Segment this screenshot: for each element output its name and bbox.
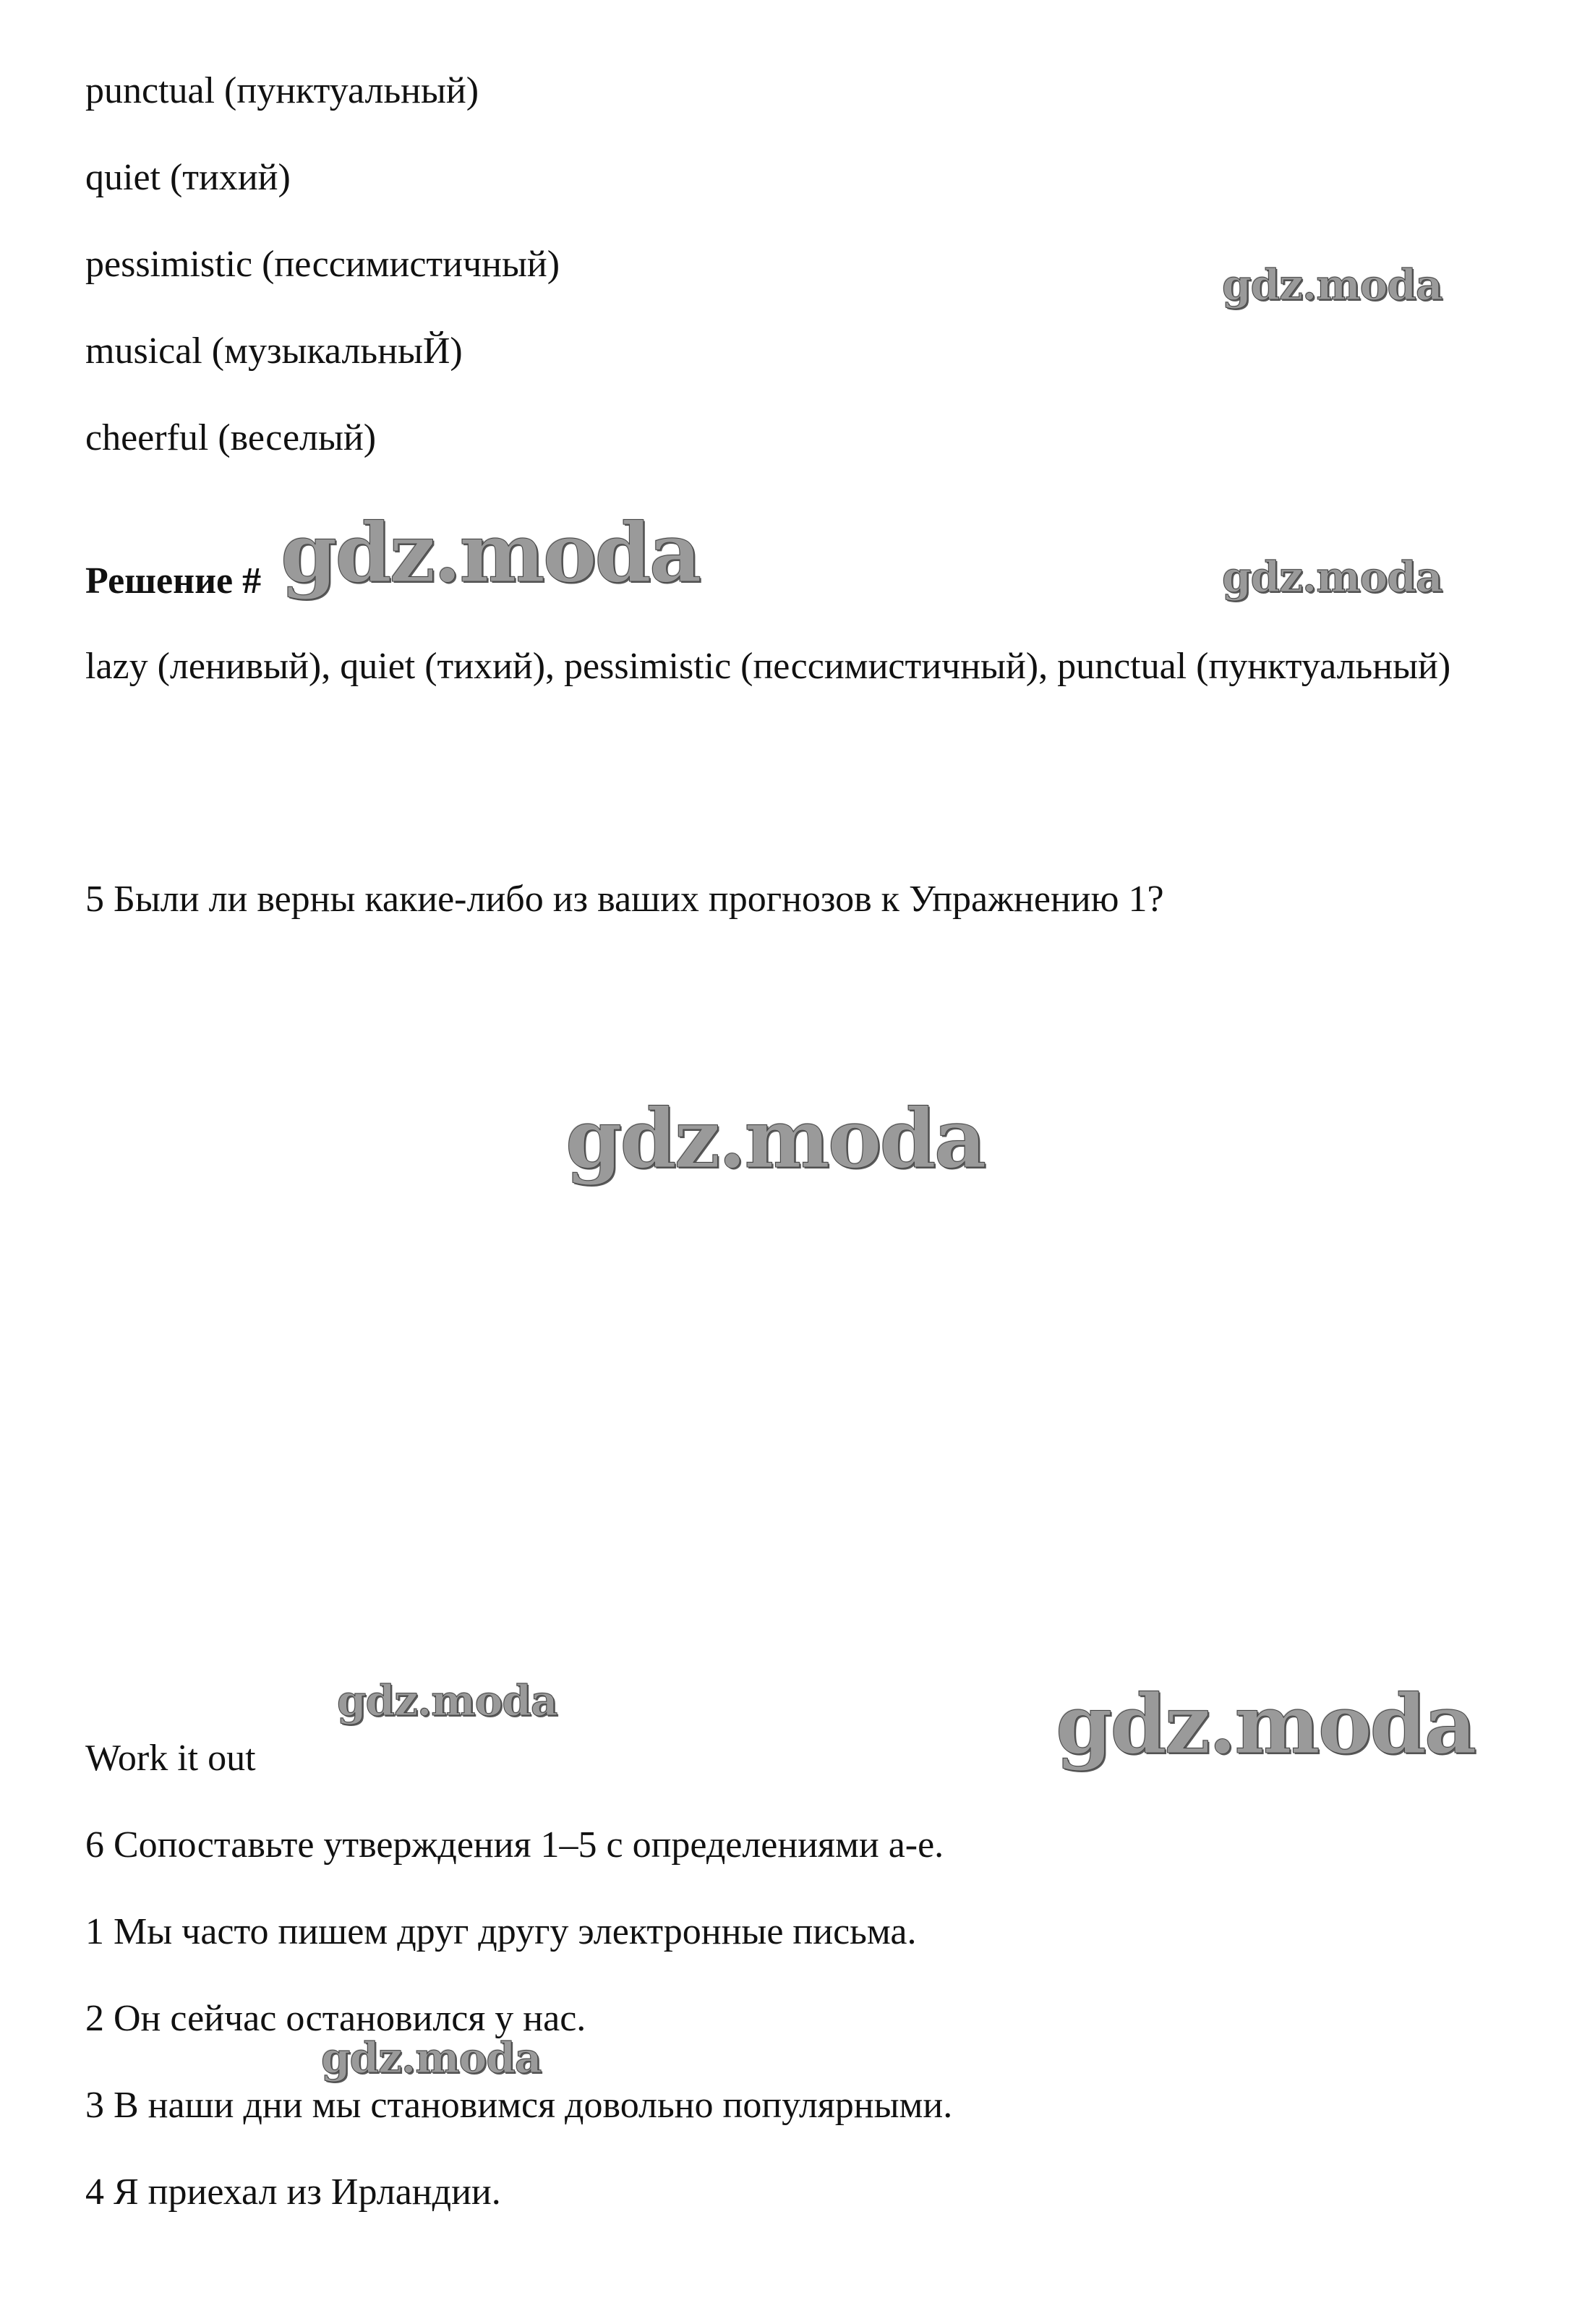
watermark-logo: gdz.moda — [321, 2033, 542, 2082]
vocab-item-quiet: quiet (тихий) — [85, 157, 291, 198]
vocab-item-cheerful: cheerful (веселый) — [85, 417, 377, 458]
statement-4: 4 Я приехал из Ирландии. — [85, 2171, 501, 2213]
vocab-item-punctual: punctual (пунктуальный) — [85, 70, 479, 111]
solution-text: lazy (ленивый), quiet (тихий), pessimistic (пессимистичный), punctual (пунктуальный) — [85, 646, 1451, 687]
solution-heading: Решение # — [85, 560, 262, 602]
watermark-logo: gdz.moda — [281, 506, 700, 601]
watermark-logo: gdz.moda — [1222, 552, 1443, 602]
statement-1: 1 Мы часто пишем друг другу электронные письма. — [85, 1911, 917, 1952]
watermark-logo: gdz.moda — [1056, 1678, 1475, 1772]
section-title: Work it out — [85, 1738, 256, 1779]
watermark-logo: gdz.moda — [337, 1676, 557, 1725]
vocab-item-musical: musical (музыкальныЙ) — [85, 330, 463, 372]
vocab-item-pessimistic: pessimistic (пессимистичный) — [85, 244, 560, 285]
watermark-logo: gdz.moda — [565, 1092, 985, 1187]
statement-3: 3 В наши дни мы становимся довольно популярными. — [85, 2085, 953, 2126]
watermark-logo: gdz.moda — [1222, 260, 1443, 309]
statement-2: 2 Он сейчас остановился у нас. — [85, 1998, 586, 2039]
question-5: 5 Были ли верны какие-либо из ваших прогнозов к Упражнению 1? — [85, 879, 1164, 920]
question-6: 6 Сопоставьте утверждения 1–5 с определениями a-e. — [85, 1824, 944, 1866]
